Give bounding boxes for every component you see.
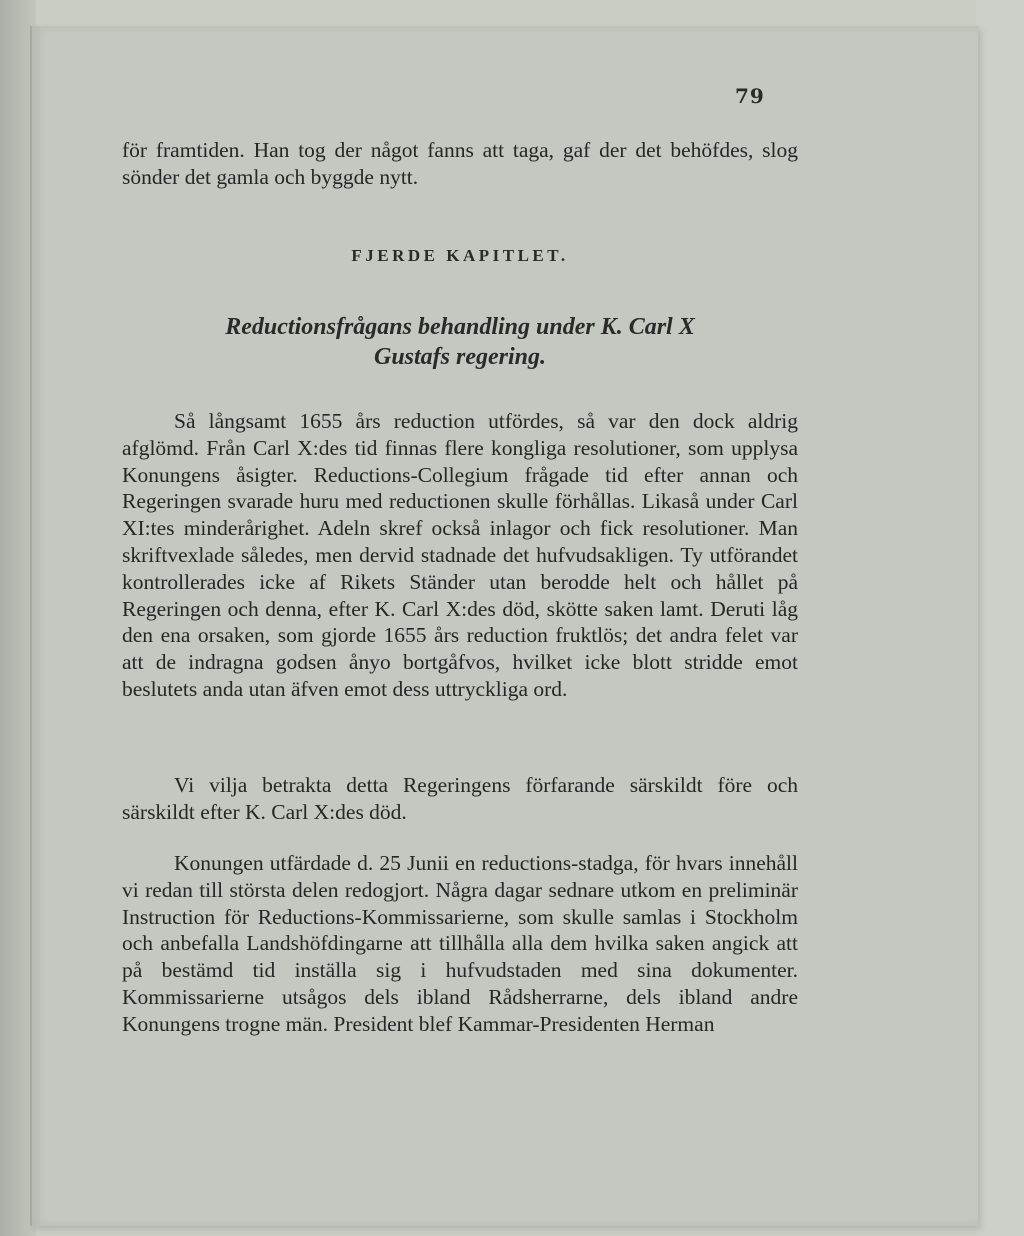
paragraph-1: Så långsamt 1655 års reduction utfördes, så var den dock aldrig afglömd. Från Carl X:des tid finnas flere kongliga resolutioner, som upplysa Konungens åsigter. Reductions-Collegium frågade tid efter annan och Regeringen svarade huru med reductionen skulle förhållas. Likaså under Carl XI:tes minderårighet. Adeln skref också inlagor och fick resolutioner. Man skriftvexlade således, men dervid stadnade det hufvudsakligen. Ty utförandet kontrollerades icke af Rikets Ständer utan berodde helt och hållet på Regeringen och denna, efter K. Carl X:des död, skötte saken lamt. Deruti låg den ena orsaken, som gjorde 1655 års reduction fruktlös; det andra felet var att de indragna godsen ånyo bortgåfvos, hvilket icke blott stridde emot beslutets anda utan äfven emot dess uttryckliga ord. (122, 409, 798, 701)
page-number: 79 (735, 84, 765, 108)
scan-background (976, 0, 1024, 1236)
chapter-subtitle (122, 312, 798, 372)
chapter-subtitle-line2: Gustafs regering. (373, 344, 547, 370)
chapter-subtitle-line1: Reductionsfrågans behandling under K. Carl X (225, 314, 695, 340)
paragraph-2: Vi vilja betrakta detta Regeringens förfarande särskildt före och särskildt efter K. Carl X:des död. (122, 773, 798, 824)
intro-text: för framtiden. Han tog der något fanns att taga, gaf der det behöfdes, slog sönder det gamla och byggde nytt. (122, 138, 798, 189)
chapter-title: FJERDE KAPITLET. (351, 246, 569, 265)
paragraph-3: Konungen utfärdade d. 25 Junii en reductions-stadga, för hvars innehåll vi redan till största delen redogjort. Några dagar sednare utkom en preliminär Instruction för Reductions-Kommissarierne, som skulle samlas i Stockholm och anbefalla Landshöfdingarne att tillhålla alla dem hvilka saken angick att på bestämd tid inställa sig i hufvudstaden med sina dokumenter. Kommissarierne utsågos dels ibland Rådsherrarne, dels ibland andre Konungens trogne män. President blef Kammar-Presidenten Herman (122, 851, 798, 1036)
